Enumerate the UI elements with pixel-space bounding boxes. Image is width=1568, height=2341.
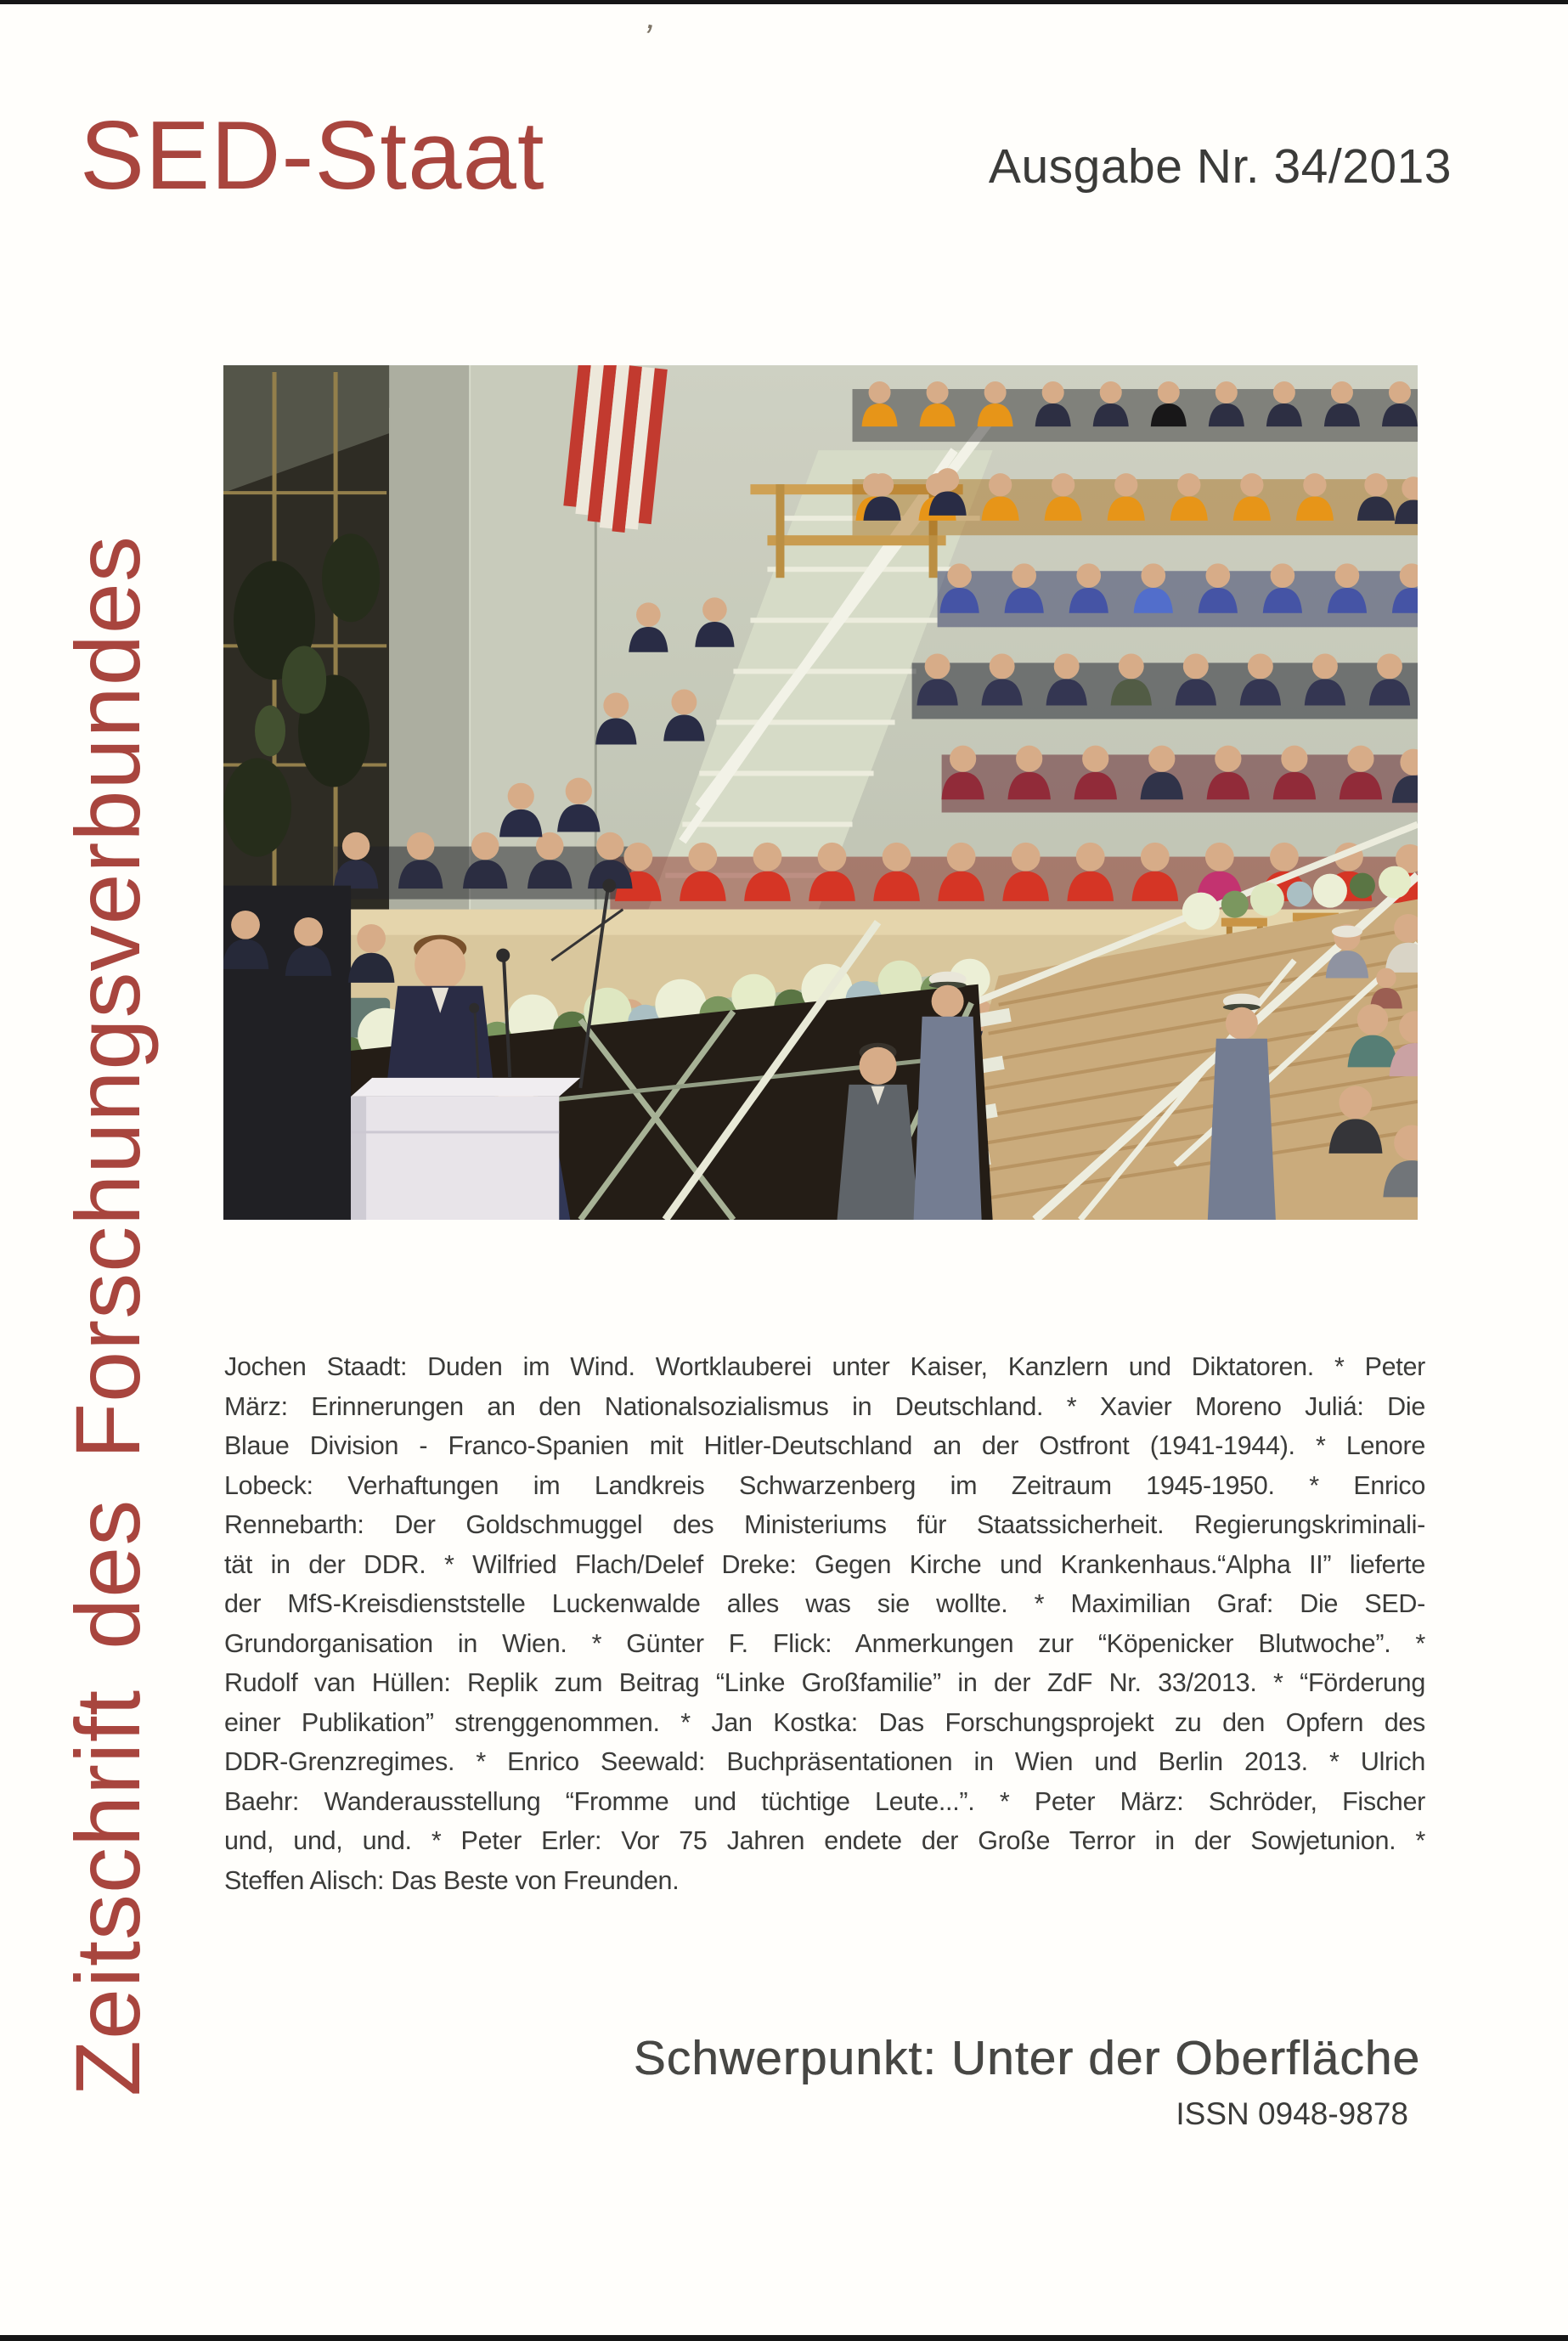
scan-edge-top	[0, 0, 1568, 4]
issn: ISSN 0948-9878	[1176, 2096, 1408, 2131]
article-line: Lobeck: Verhaftungen im Landkreis Schwarzenberg im Zeitraum 1945-1950. * Enrico	[224, 1470, 1425, 1500]
scan-artifact-mark: ’	[638, 16, 657, 59]
photo-tint	[223, 365, 1418, 1220]
issue-number: Ausgabe Nr. 34/2013	[988, 139, 1452, 194]
article-line: Blaue Division - Franco-Spanien mit Hitler-Deutschland an der Ostfront (1941-1944). * Lenore	[224, 1431, 1425, 1460]
article-line: DDR-Grenzregimes. * Enrico Seewald: Buchpräsentationen in Wien und Berlin 2013. * Ulrich	[224, 1747, 1425, 1776]
article-line: Jochen Staadt: Duden im Wind. Wortklauberei unter Kaiser, Kanzlern und Diktatoren. * Peter	[224, 1352, 1425, 1381]
article-line: tät in der DDR. * Wilfried Flach/Delef Dreke: Gegen Kirche und Krankenhaus.“Alpha II” lieferte	[224, 1549, 1425, 1579]
article-line: einer Publikation” strenggenommen. * Jan Kostka: Das Forschungsprojekt zu den Opfern des	[224, 1707, 1425, 1737]
article-line: Baehr: Wanderausstellung “Fromme und tüchtige Leute...”. * Peter März: Schröder, Fischer	[224, 1786, 1425, 1816]
cover-photo-scene	[223, 365, 1418, 1220]
journal-title-vertical: Zeitschrift des Forschungsverbundes	[56, 535, 159, 2096]
scan-edge-bottom	[0, 2335, 1568, 2341]
article-line: Grundorganisation in Wien. * Günter F. Flick: Anmerkungen zur “Köpenicker Blutwoche”. *	[224, 1628, 1425, 1658]
article-line: Rudolf van Hüllen: Replik zum Beitrag “Linke Großfamilie” in der ZdF Nr. 33/2013. * “Förderung	[224, 1668, 1425, 1697]
article-line: Rennebarth: Der Goldschmuggel des Ministeriums für Staatssicherheit. Regierungskriminali-	[224, 1510, 1425, 1539]
focus-title: Schwerpunkt: Unter der Oberfläche	[633, 2031, 1420, 2085]
article-line: und, und, und. * Peter Erler: Vor 75 Jahren endete der Große Terror in der Sowjetunion. *	[224, 1826, 1425, 1855]
article-line: der MfS-Kreisdienststelle Luckenwalde alles was sie wollte. * Maximilian Graf: Die SED-	[224, 1589, 1425, 1618]
article-line: Steffen Alisch: Das Beste von Freunden.	[224, 1865, 680, 1895]
article-list	[224, 1347, 1425, 1900]
cover-photo	[223, 365, 1418, 1220]
masthead-title: SED-Staat	[80, 102, 545, 210]
article-line: März: Erinnerungen an den Nationalsozialismus in Deutschland. * Xavier Moreno Juliá: Die	[224, 1391, 1425, 1421]
